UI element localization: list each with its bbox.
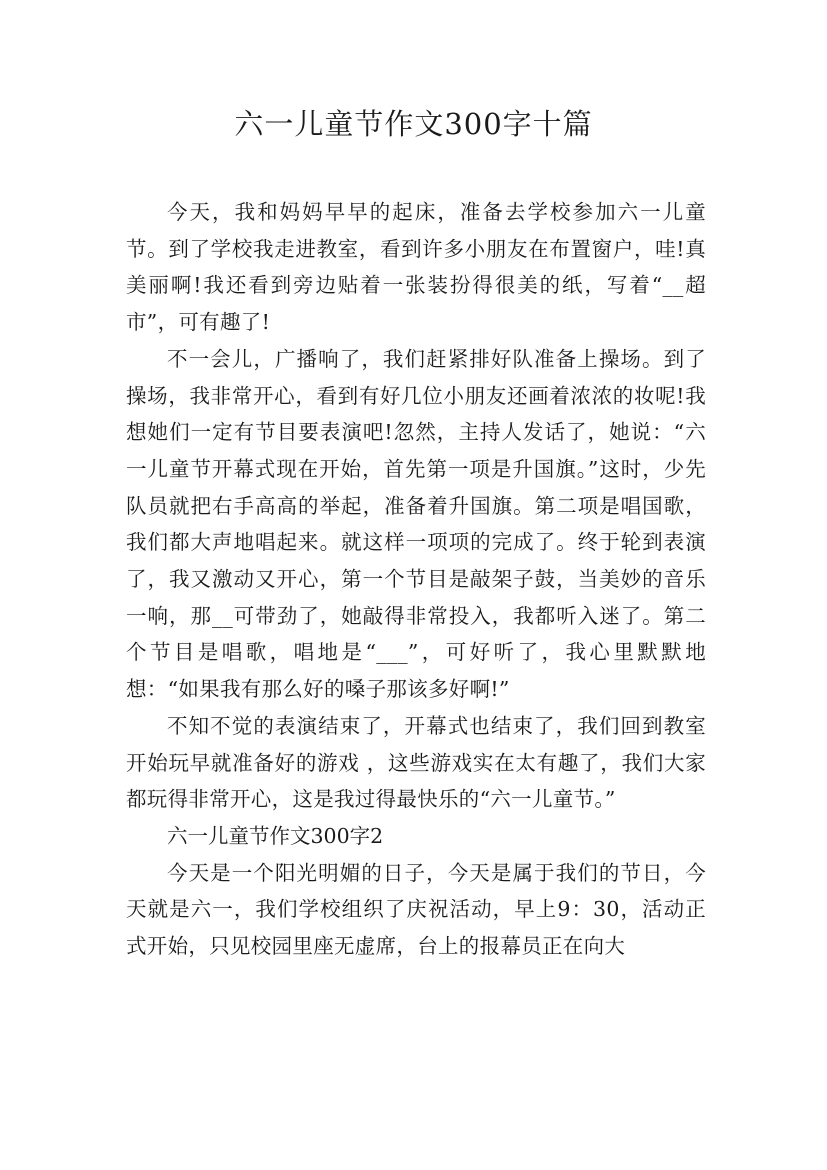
paragraph-4: 今天是一个阳光明媚的日子，今天是属于我们的节日，今天就是六一，我们学校组织了庆祝活动，早上9：30，活动正式开始，只见校园里座无虚席，台上的报幕员正在向大 bbox=[126, 860, 706, 959]
paragraph-1: 今天，我和妈妈早早的起床，准备去学校参加六一儿童节。到了学校我走进教室，看到许多小朋友在布置窗户，哇!真美丽啊!我还看到旁边贴着一张装扮得很美的纸，写着“__超市”，可有趣了! bbox=[126, 200, 706, 335]
section-subheading: 六一儿童节作文300字2 bbox=[167, 823, 384, 848]
paragraph-3: 不知不觉的表演结束了，开幕式也结束了，我们回到教室开始玩早就准备好的游戏 ，这些游戏实在太有趣了，我们大家都玩得非常开心，这是我过得最快乐的“六一儿童节。” bbox=[126, 713, 706, 812]
paragraph-2: 不一会儿，广播响了，我们赶紧排好队准备上操场。到了操场，我非常开心，看到有好几位小朋友还画着浓浓的妆呢!我想她们一定有节目要表演吧!忽然，主持人发话了，她说：“六一儿童节开幕式现在开始，首先第一项是升国旗。”这时，少先队员就把右手高高的举起，准备着升国旗。第二项是唱国歌，我们都大声地唱起来。就这样一项项的完成了。终于轮到表演了，我又激动又开心，第一个节目是敲架子鼓，当美妙的音乐一响，那__可带劲了，她敲得非常投入，我都听入迷了。第二个节目是唱歌，唱地是“___”，可好听了，我心里默默地想：“如果我有那么好的嗓子那该多好啊!” bbox=[126, 346, 706, 702]
document-title: 六一儿童节作文300字十篇 bbox=[234, 107, 593, 141]
document-body bbox=[126, 194, 706, 965]
